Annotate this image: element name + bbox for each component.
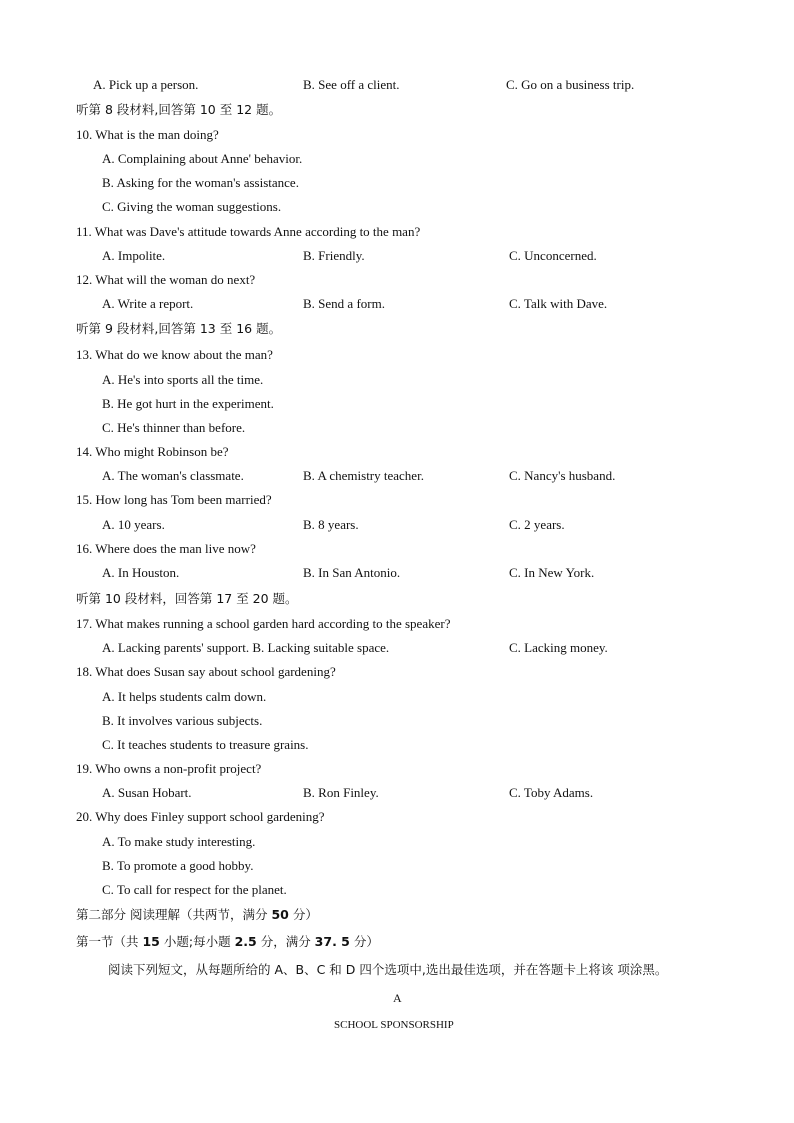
q20-stem: 20. Why does Finley support school gardening? — [76, 809, 325, 824]
q19-option-b: B. Ron Finley. — [303, 785, 379, 800]
q19-stem: 19. Who owns a non-profit project? — [76, 761, 262, 776]
section-1-header — [76, 934, 379, 950]
passage-title: SCHOOL SPONSORSHIP — [334, 1019, 454, 1031]
part-2-score: 50 — [271, 907, 289, 922]
q15-option-b: B. 8 years. — [303, 517, 359, 532]
section-10-header: 听第 10 段材料，回答第 17 至 20 题。 — [76, 591, 298, 606]
q14-stem: 14. Who might Robinson be? — [76, 444, 229, 459]
q11-option-b: B. Friendly. — [303, 248, 365, 263]
q11-option-c: C. Unconcerned. — [509, 248, 597, 263]
q12-option-a: A. Write a report. — [102, 296, 194, 311]
q20-option-b: B. To promote a good hobby. — [102, 858, 254, 873]
section-1-count: 15 — [142, 934, 160, 949]
section-1-post: 分） — [349, 934, 379, 949]
q12-stem: 12. What will the woman do next? — [76, 272, 256, 287]
q20-option-a: A. To make study interesting. — [102, 834, 256, 849]
section-1-pre: 第一节（共 — [76, 934, 143, 949]
q18-option-c: C. It teaches students to treasure grains. — [102, 737, 309, 752]
q12-option-c: C. Talk with Dave. — [509, 296, 608, 311]
part-2-header-post: 分） — [288, 907, 318, 922]
q19-option-a: A. Susan Hobart. — [102, 785, 192, 800]
q15-option-c: C. 2 years. — [509, 517, 565, 532]
section-8-header: 听第 8 段材料,回答第 10 至 12 题。 — [76, 102, 282, 117]
section-1-total: 37. 5 — [314, 934, 350, 949]
q12-option-b: B. Send a form. — [303, 296, 385, 311]
q13-option-a: A. He's into sports all the time. — [102, 372, 264, 387]
q15-option-a: A. 10 years. — [102, 517, 165, 532]
q17-option-ab: A. Lacking parents' support. B. Lacking suitable space. — [102, 640, 390, 655]
section-1-each: 2.5 — [234, 934, 257, 949]
q18-option-a: A. It helps students calm down. — [102, 689, 267, 704]
q14-option-a: A. The woman's classmate. — [102, 468, 244, 483]
q15-stem: 15. How long has Tom been married? — [76, 492, 272, 507]
passage-letter: A — [393, 991, 402, 1005]
section-1-mid2: 分，满分 — [256, 934, 315, 949]
q10-option-b: B. Asking for the woman's assistance. — [102, 175, 299, 190]
part-2-header — [76, 907, 318, 923]
q16-option-a: A. In Houston. — [102, 565, 180, 580]
section-9-header: 听第 9 段材料,回答第 13 至 16 题。 — [76, 321, 282, 336]
q11-stem: 11. What was Dave's attitude towards Anne according to the man? — [76, 224, 421, 239]
q19-option-c: C. Toby Adams. — [509, 785, 594, 800]
section-1-mid1: 小题;每小题 — [159, 934, 235, 949]
q14-option-b: B. A chemistry teacher. — [303, 468, 424, 483]
q10-option-a: A. Complaining about Anne' behavior. — [102, 151, 303, 166]
q17-option-c: C. Lacking money. — [509, 640, 608, 655]
q16-option-b: B. In San Antonio. — [303, 565, 401, 580]
q11-option-a: A. Impolite. — [102, 248, 166, 263]
reading-instruction: 阅读下列短文，从每题所给的 A、B、C 和 D 四个选项中,选出最佳选项，并在答题卡上将该 项涂黑。 — [108, 962, 668, 977]
q16-option-c: C. In New York. — [509, 565, 595, 580]
q14-option-c: C. Nancy's husband. — [509, 468, 616, 483]
q17-stem: 17. What makes running a school garden hard according to the speaker? — [76, 616, 451, 631]
q16-stem: 16. Where does the man live now? — [76, 541, 256, 556]
q18-stem: 18. What does Susan say about school gardening? — [76, 664, 336, 679]
q13-option-b: B. He got hurt in the experiment. — [102, 396, 274, 411]
q18-option-b: B. It involves various subjects. — [102, 713, 263, 728]
q13-option-c: C. He's thinner than before. — [102, 420, 246, 435]
q20-option-c: C. To call for respect for the planet. — [102, 882, 287, 897]
q9-option-c: C. Go on a business trip. — [506, 77, 635, 92]
q10-stem: 10. What is the man doing? — [76, 127, 219, 142]
q10-option-c: C. Giving the woman suggestions. — [102, 199, 282, 214]
q9-option-a: A. Pick up a person. — [93, 77, 199, 92]
part-2-header-pre: 第二部分 阅读理解（共两节，满分 — [76, 907, 272, 922]
q9-option-b: B. See off a client. — [303, 77, 400, 92]
q13-stem: 13. What do we know about the man? — [76, 347, 273, 362]
